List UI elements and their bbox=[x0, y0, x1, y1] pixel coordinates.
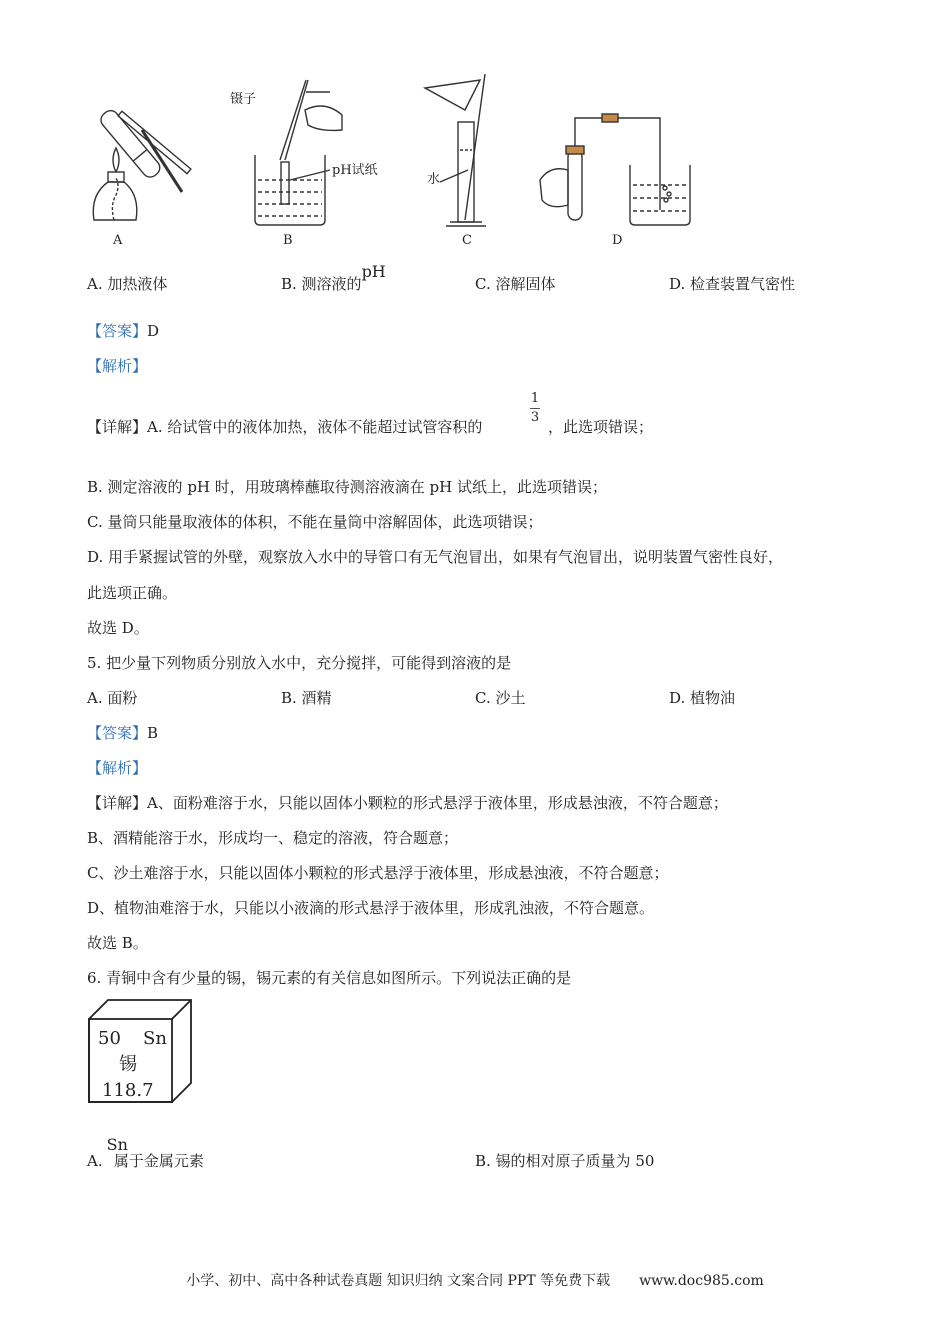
q4-option-b bbox=[281, 262, 386, 294]
figure-letter-c: C bbox=[462, 233, 472, 248]
answer-value: B bbox=[147, 724, 159, 742]
q4-option-d: D. 检查装置气密性 bbox=[669, 275, 796, 293]
figure-b-ph-test bbox=[255, 80, 342, 225]
figure-letter-a: A bbox=[113, 233, 123, 248]
q4-answer bbox=[87, 320, 159, 341]
label-tweezers: 镊子 bbox=[230, 92, 257, 107]
q4-detail-c: C. 量筒只能量取液体的体积，不能在量筒中溶解固体，此选项错误； bbox=[87, 513, 543, 531]
element-name: 锡 bbox=[119, 1054, 137, 1075]
q4-detail-a bbox=[87, 416, 482, 437]
label-water: 水 bbox=[427, 172, 441, 187]
element-atomic-mass: 118.7 bbox=[102, 1080, 154, 1101]
page-footer bbox=[0, 1270, 950, 1290]
q4-option-a: A. 加热液体 bbox=[87, 275, 168, 293]
element-atomic-number: 50 bbox=[98, 1028, 121, 1049]
q6-stem: 6. 青铜中含有少量的锡，锡元素的有关信息如图所示。下列说法正确的是 bbox=[87, 969, 572, 987]
figure-letter-b: B bbox=[283, 233, 293, 248]
q5-option-b: B. 酒精 bbox=[281, 689, 332, 707]
figure-c-dissolving bbox=[425, 74, 486, 226]
figure-a-heating-liquid bbox=[93, 107, 191, 220]
q5-conclusion: 故选 B。 bbox=[87, 934, 148, 952]
fraction-one-third bbox=[528, 392, 542, 425]
q6-option-b: B. 锡的相对原子质量为 50 bbox=[475, 1152, 655, 1170]
detail-tag: 【详解】 bbox=[87, 418, 148, 436]
detail-tag: 【详解】 bbox=[87, 794, 148, 812]
q4-detail-b: B. 测定溶液的 pH 时，用玻璃棒蘸取待测溶液滴在 pH 试纸上，此选项错误； bbox=[87, 478, 608, 496]
q4-option-c: C. 溶解固体 bbox=[475, 275, 556, 293]
q6-option-a-text: 属于金属元素 bbox=[113, 1152, 204, 1170]
q5-detail-c: C、沙土难溶于水，只能以固体小颗粒的形式悬浮于液体里，形成悬浊液，不符合题意； bbox=[87, 864, 669, 882]
q4-conclusion: 故选 D。 bbox=[87, 619, 149, 637]
detail-a-text: A. 给试管中的液体加热，液体不能超过试管容积的 bbox=[147, 418, 483, 436]
q6-option-a-prefix: A. bbox=[87, 1152, 103, 1170]
q6-option-a bbox=[87, 1135, 204, 1171]
q5-detail-a bbox=[87, 792, 728, 813]
answer-tag: 【答案】 bbox=[87, 724, 148, 742]
q5-detail-b: B、酒精能溶于水，形成均一、稳定的溶液，符合题意； bbox=[87, 829, 459, 847]
fraction-numerator: 1 bbox=[530, 391, 540, 406]
q4-analysis-tag: 【解析】 bbox=[87, 357, 148, 375]
figure-letter-d: D bbox=[612, 233, 623, 248]
q4-detail-d-line1: D. 用手紧握试管的外壁，观察放入水中的导管口有无气泡冒出，如果有气泡冒出，说明装置气密性良好， bbox=[87, 548, 784, 566]
label-ph-paper: pH试纸 bbox=[332, 163, 378, 178]
footer-text: 小学、初中、高中各种试卷真题 知识归纳 文案合同 PPT 等免费下载 bbox=[186, 1273, 611, 1289]
figure-d-airtightness bbox=[540, 114, 690, 225]
answer-value: D bbox=[147, 322, 160, 340]
footer-url: www.doc985.com bbox=[639, 1273, 764, 1289]
answer-tag: 【答案】 bbox=[87, 322, 148, 340]
fraction-denominator: 3 bbox=[530, 410, 540, 425]
detail-a-text: A、面粉难溶于水，只能以固体小颗粒的形式悬浮于液体里，形成悬浊液，不符合题意； bbox=[147, 794, 728, 812]
q4-option-b-sup: pH bbox=[361, 262, 386, 281]
apparatus-figure bbox=[80, 70, 720, 250]
q5-detail-d: D、植物油难溶于水，只能以小液滴的形式悬浮于液体里，形成乳浊液，不符合题意。 bbox=[87, 899, 655, 917]
q5-option-c: C. 沙土 bbox=[475, 689, 526, 707]
element-tile-tin bbox=[86, 997, 196, 1105]
q4-detail-d-line2: 此选项正确。 bbox=[87, 584, 178, 602]
q5-option-d: D. 植物油 bbox=[669, 689, 736, 707]
element-symbol: Sn bbox=[143, 1028, 167, 1049]
q4-detail-a-end: ，此选项错误； bbox=[548, 418, 654, 436]
q5-option-a: A. 面粉 bbox=[87, 689, 138, 707]
q5-stem: 5. 把少量下列物质分别放入水中，充分搅拌，可能得到溶液的是 bbox=[87, 654, 512, 672]
q6-option-a-sup: Sn bbox=[106, 1135, 128, 1154]
q5-analysis-tag: 【解析】 bbox=[87, 759, 148, 777]
q4-option-b-text: B. 测溶液的 bbox=[281, 275, 362, 293]
q5-answer bbox=[87, 722, 158, 743]
